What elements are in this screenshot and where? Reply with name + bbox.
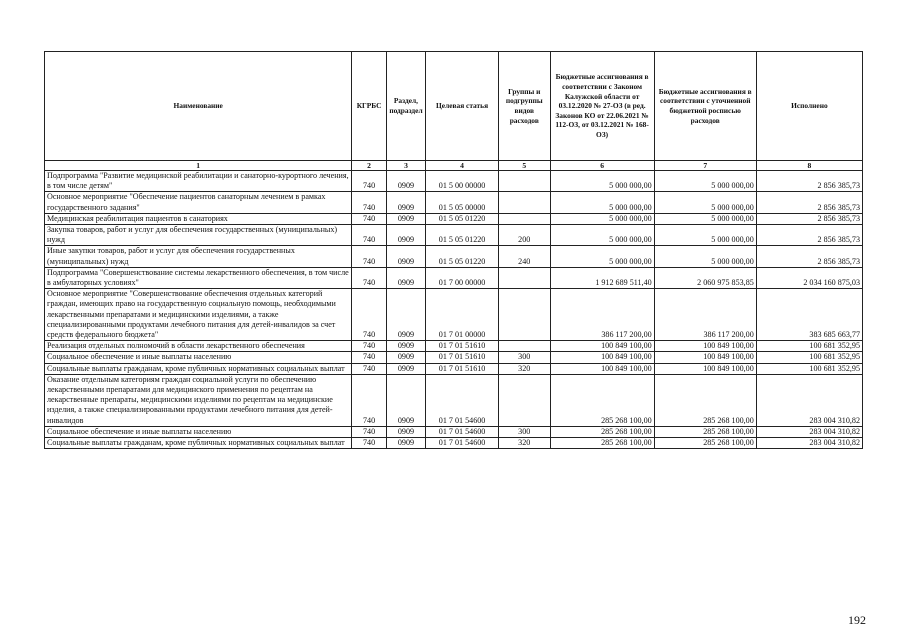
row-target-article: 01 7 01 51610 (426, 341, 499, 352)
row-kgrbs: 740 (352, 246, 386, 267)
row-executed: 283 004 310,82 (756, 374, 862, 426)
row-target-article: 01 5 00 00000 (426, 171, 499, 192)
table-row (45, 352, 863, 363)
row-target-article: 01 7 00 00000 (426, 267, 499, 288)
header-kgrbs: КГРБС (352, 52, 386, 161)
column-number: 5 (498, 161, 550, 171)
row-refined-allocation: 285 268 100,00 (654, 438, 756, 449)
row-executed: 2 856 385,73 (756, 192, 862, 213)
row-kgrbs: 740 (352, 267, 386, 288)
row-refined-allocation: 5 000 000,00 (654, 246, 756, 267)
row-section: 0909 (386, 426, 425, 437)
row-section: 0909 (386, 289, 425, 341)
row-name: Основное мероприятие "Обеспечение пациентов санаторным лечением в рамках государственного задания" (45, 192, 352, 213)
row-target-article: 01 5 05 01220 (426, 225, 499, 246)
row-target-article: 01 7 01 51610 (426, 363, 499, 374)
row-expense-group (498, 267, 550, 288)
row-name: Иные закупки товаров, работ и услуг для обеспечения государственных (муниципальных) нужд (45, 246, 352, 267)
row-expense-group (498, 171, 550, 192)
row-law-allocation: 100 849 100,00 (550, 363, 654, 374)
row-section: 0909 (386, 267, 425, 288)
row-expense-group: 300 (498, 352, 550, 363)
row-target-article: 01 7 01 51610 (426, 352, 499, 363)
table-row (45, 363, 863, 374)
row-law-allocation: 285 268 100,00 (550, 374, 654, 426)
row-target-article: 01 5 05 00000 (426, 192, 499, 213)
row-expense-group: 300 (498, 426, 550, 437)
table-row (45, 426, 863, 437)
row-refined-allocation: 2 060 975 853,85 (654, 267, 756, 288)
table-row (45, 374, 863, 426)
row-executed: 2 856 385,73 (756, 246, 862, 267)
column-number-row (45, 161, 863, 171)
row-executed: 2 856 385,73 (756, 225, 862, 246)
row-name: Подпрограмма "Совершенствование системы лекарственного обеспечения, в том числе в амбулаторных условиях" (45, 267, 352, 288)
row-law-allocation: 1 912 689 511,40 (550, 267, 654, 288)
row-executed: 100 681 352,95 (756, 341, 862, 352)
row-expense-group: 200 (498, 225, 550, 246)
row-name: Реализация отдельных полномочий в области лекарственного обеспечения (45, 341, 352, 352)
row-kgrbs: 740 (352, 341, 386, 352)
row-refined-allocation: 5 000 000,00 (654, 213, 756, 224)
header-refined: Бюджетные ассигнования в соответствии с уточненной бюджетной росписью расходов (654, 52, 756, 161)
row-kgrbs: 740 (352, 225, 386, 246)
row-law-allocation: 5 000 000,00 (550, 225, 654, 246)
row-expense-group: 320 (498, 363, 550, 374)
row-section: 0909 (386, 246, 425, 267)
row-name: Закупка товаров, работ и услуг для обеспечения государственных (муниципальных) нужд (45, 225, 352, 246)
row-expense-group (498, 289, 550, 341)
row-name: Социальное обеспечение и иные выплаты населению (45, 426, 352, 437)
row-executed: 2 856 385,73 (756, 213, 862, 224)
row-law-allocation: 285 268 100,00 (550, 438, 654, 449)
table-row (45, 171, 863, 192)
table-row (45, 246, 863, 267)
column-number: 8 (756, 161, 862, 171)
row-refined-allocation: 5 000 000,00 (654, 225, 756, 246)
column-number: 4 (426, 161, 499, 171)
column-number: 7 (654, 161, 756, 171)
row-section: 0909 (386, 341, 425, 352)
column-number: 6 (550, 161, 654, 171)
table-body (45, 161, 863, 449)
row-name: Социальное обеспечение и иные выплаты населению (45, 352, 352, 363)
row-law-allocation: 100 849 100,00 (550, 352, 654, 363)
row-expense-group: 320 (498, 438, 550, 449)
page-number: 192 (848, 613, 866, 627)
row-section: 0909 (386, 352, 425, 363)
row-expense-group (498, 374, 550, 426)
header-section: Раздел, подраздел (386, 52, 425, 161)
row-law-allocation: 5 000 000,00 (550, 192, 654, 213)
column-number: 1 (45, 161, 352, 171)
row-kgrbs: 740 (352, 438, 386, 449)
row-name: Оказание отдельным категориям граждан социальной услуги по обеспечению лекарственными препаратами для медицинского применения по рецептам на лекарственные препараты, медицинскими изделиями по рецептам на медицинские изделия, а также специализированными продуктами лечебного питания для детей-инвалидов (45, 374, 352, 426)
column-number: 3 (386, 161, 425, 171)
row-target-article: 01 7 01 00000 (426, 289, 499, 341)
table-row (45, 438, 863, 449)
row-refined-allocation: 285 268 100,00 (654, 374, 756, 426)
table-row (45, 341, 863, 352)
row-expense-group: 240 (498, 246, 550, 267)
table-row (45, 225, 863, 246)
row-kgrbs: 740 (352, 374, 386, 426)
row-executed: 383 685 663,77 (756, 289, 862, 341)
table-row (45, 192, 863, 213)
column-number: 2 (352, 161, 386, 171)
row-refined-allocation: 386 117 200,00 (654, 289, 756, 341)
row-kgrbs: 740 (352, 363, 386, 374)
row-executed: 283 004 310,82 (756, 438, 862, 449)
row-name: Социальные выплаты гражданам, кроме публичных нормативных социальных выплат (45, 438, 352, 449)
budget-table (44, 51, 863, 449)
row-name: Основное мероприятие "Совершенствование обеспечения отдельных категорий граждан, имеющих право на государственную социальную помощь, необходимыми лекарственными препаратами и медицинскими изделиями, а также специализированными продуктами лечебного питания для детей-инвалидов за счет средств федерального бюджета" (45, 289, 352, 341)
row-target-article: 01 5 05 01220 (426, 213, 499, 224)
row-target-article: 01 7 01 54600 (426, 374, 499, 426)
table-row (45, 213, 863, 224)
header-executed: Исполнено (756, 52, 862, 161)
row-expense-group (498, 213, 550, 224)
row-kgrbs: 740 (352, 192, 386, 213)
row-law-allocation: 386 117 200,00 (550, 289, 654, 341)
row-law-allocation: 5 000 000,00 (550, 246, 654, 267)
row-kgrbs: 740 (352, 426, 386, 437)
row-section: 0909 (386, 225, 425, 246)
table-header-row (45, 52, 863, 161)
header-groups: Группы и подгруппы видов расходов (498, 52, 550, 161)
row-executed: 100 681 352,95 (756, 363, 862, 374)
row-executed: 100 681 352,95 (756, 352, 862, 363)
row-kgrbs: 740 (352, 213, 386, 224)
row-refined-allocation: 285 268 100,00 (654, 426, 756, 437)
row-expense-group (498, 341, 550, 352)
row-section: 0909 (386, 192, 425, 213)
row-expense-group (498, 192, 550, 213)
budget-document (44, 51, 863, 449)
row-refined-allocation: 5 000 000,00 (654, 192, 756, 213)
row-name: Медицинская реабилитация пациентов в санаториях (45, 213, 352, 224)
row-target-article: 01 7 01 54600 (426, 438, 499, 449)
row-section: 0909 (386, 363, 425, 374)
row-section: 0909 (386, 374, 425, 426)
row-law-allocation: 100 849 100,00 (550, 341, 654, 352)
row-kgrbs: 740 (352, 171, 386, 192)
row-section: 0909 (386, 438, 425, 449)
row-kgrbs: 740 (352, 289, 386, 341)
header-target: Целевая статья (426, 52, 499, 161)
header-name: Наименование (45, 52, 352, 161)
row-refined-allocation: 5 000 000,00 (654, 171, 756, 192)
row-executed: 2 034 160 875,03 (756, 267, 862, 288)
row-refined-allocation: 100 849 100,00 (654, 363, 756, 374)
row-law-allocation: 5 000 000,00 (550, 171, 654, 192)
row-refined-allocation: 100 849 100,00 (654, 341, 756, 352)
row-target-article: 01 7 01 54600 (426, 426, 499, 437)
row-section: 0909 (386, 213, 425, 224)
row-executed: 2 856 385,73 (756, 171, 862, 192)
row-name: Подпрограмма "Развитие медицинской реабилитации и санаторно-курортного лечения, в том числе детям" (45, 171, 352, 192)
header-law: Бюджетные ассигнования в соответствии с Законом Калужской области от 03.12.2020 № 27-ОЗ (в ред. Законов КО от 22.06.2021 № 112-ОЗ, от 03.12.2021 № 168-ОЗ) (550, 52, 654, 161)
row-law-allocation: 285 268 100,00 (550, 426, 654, 437)
row-refined-allocation: 100 849 100,00 (654, 352, 756, 363)
row-law-allocation: 5 000 000,00 (550, 213, 654, 224)
row-executed: 283 004 310,82 (756, 426, 862, 437)
table-row (45, 267, 863, 288)
row-section: 0909 (386, 171, 425, 192)
row-name: Социальные выплаты гражданам, кроме публичных нормативных социальных выплат (45, 363, 352, 374)
row-target-article: 01 5 05 01220 (426, 246, 499, 267)
row-kgrbs: 740 (352, 352, 386, 363)
table-row (45, 289, 863, 341)
